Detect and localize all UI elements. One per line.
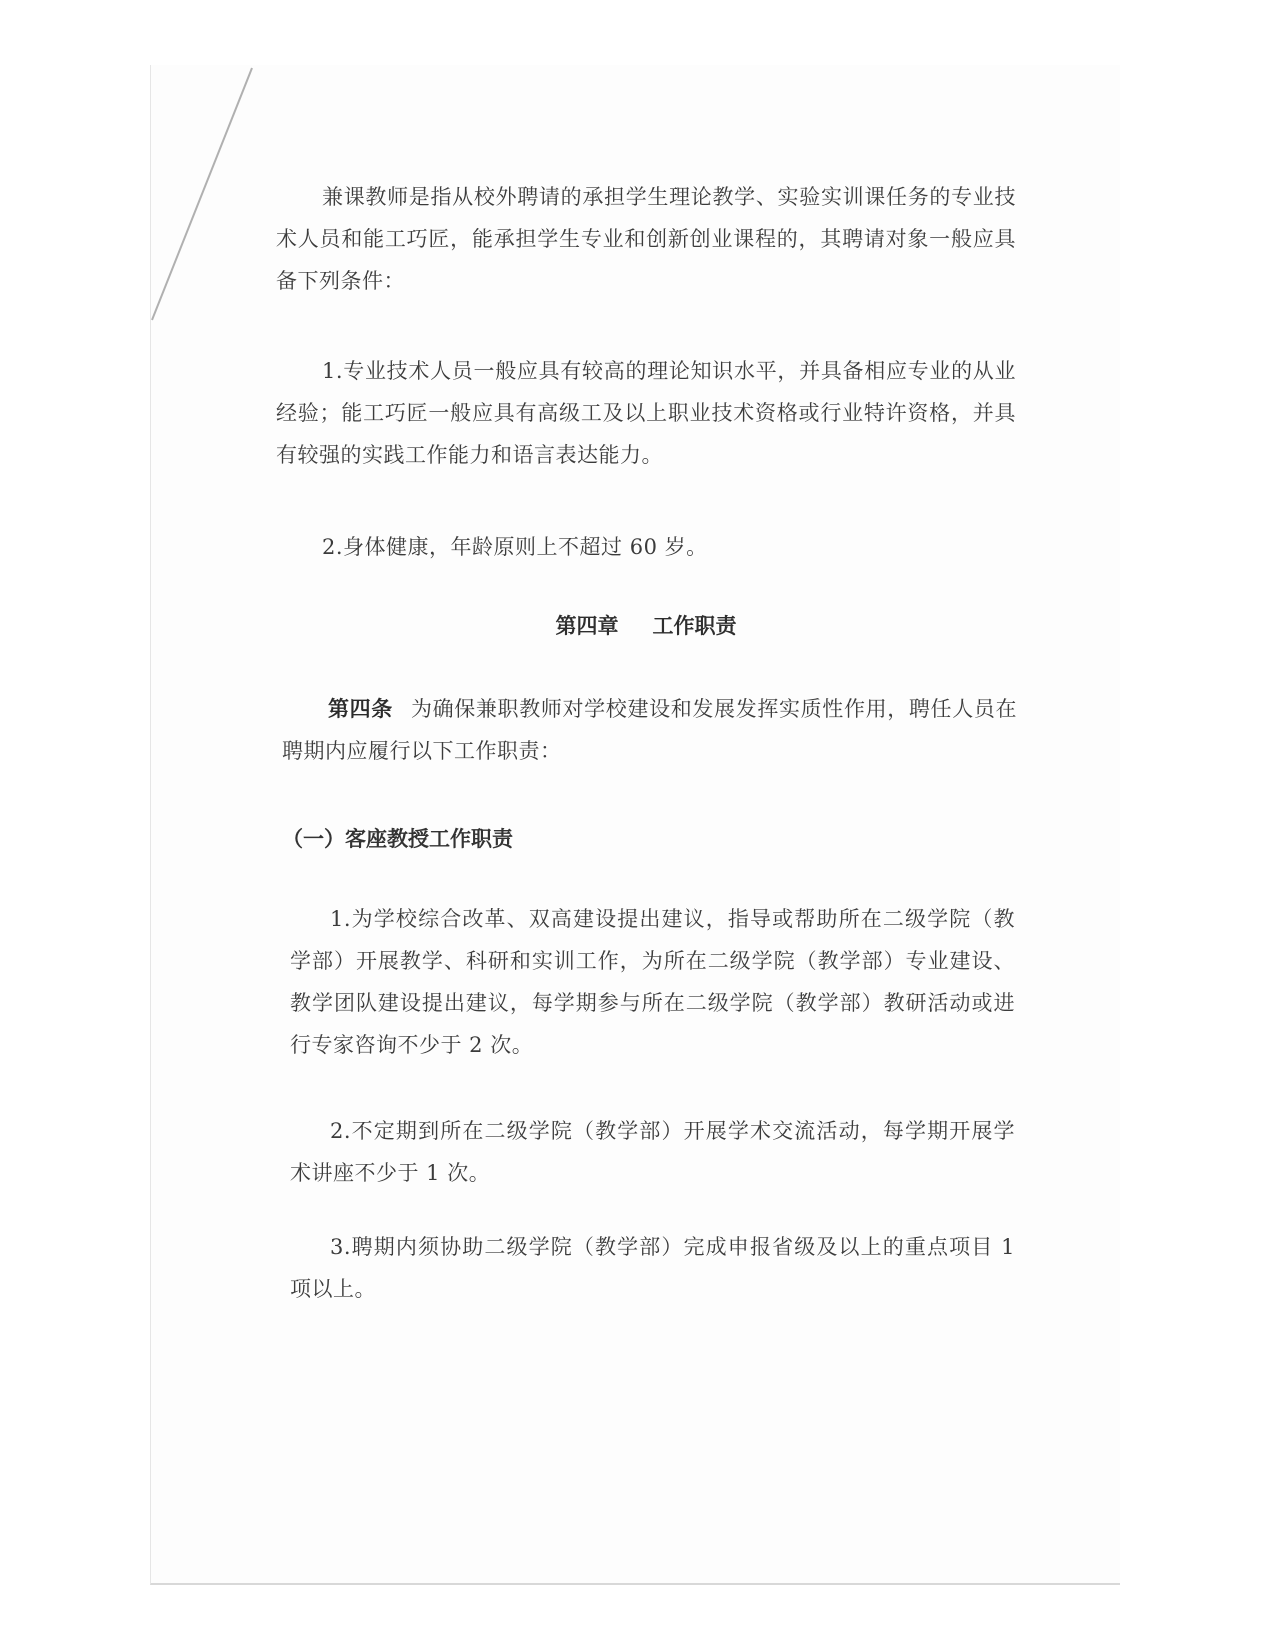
article-4-text: 为确保兼职教师对学校建设和发展发挥实质性作用，聘任人员在聘期内应履行以下工作职责： — [282, 697, 1018, 763]
article-4 — [282, 688, 1017, 772]
chapter-title: 工作职责 — [652, 613, 737, 638]
condition-2: 2.身体健康，年龄原则上不超过 60 岁。 — [322, 535, 708, 559]
chapter-number: 第四章 — [555, 613, 619, 638]
duty-item-1: 1.为学校综合改革、双高建设提出建议，指导或帮助所在二级学院（教学部）开展教学、科研和实训工作，为所在二级学院（教学部）专业建设、教学团队建设提出建议，每学期参与所在二级学院（教学部）教研活动或进行专家咨询不少于 2 次。 — [290, 907, 1015, 1057]
chapter-heading — [276, 610, 1016, 640]
article-4-label: 第四条 — [328, 696, 393, 721]
condition-1: 1.专业技术人员一般应具有较高的理论知识水平，并具备相应专业的从业经验；能工巧匠一般应具有高级工及以上职业技术资格或行业特许资格，并具有较强的实践工作能力和语言表达能力。 — [276, 359, 1016, 467]
duty-item-3: 3.聘期内须协助二级学院（教学部）完成申报省级及以上的重点项目 1 项以上。 — [290, 1235, 1015, 1301]
intro-paragraph: 兼课教师是指从校外聘请的承担学生理论教学、实验实训课任务的专业技术人员和能工巧匠，能承担学生专业和创新创业课程的，其聘请对象一般应具备下列条件： — [276, 185, 1016, 293]
section-1-heading: （一）客座教授工作职责 — [282, 826, 513, 851]
duty-item-2: 2.不定期到所在二级学院（教学部）开展学术交流活动，每学期开展学术讲座不少于 1 次。 — [290, 1119, 1015, 1185]
